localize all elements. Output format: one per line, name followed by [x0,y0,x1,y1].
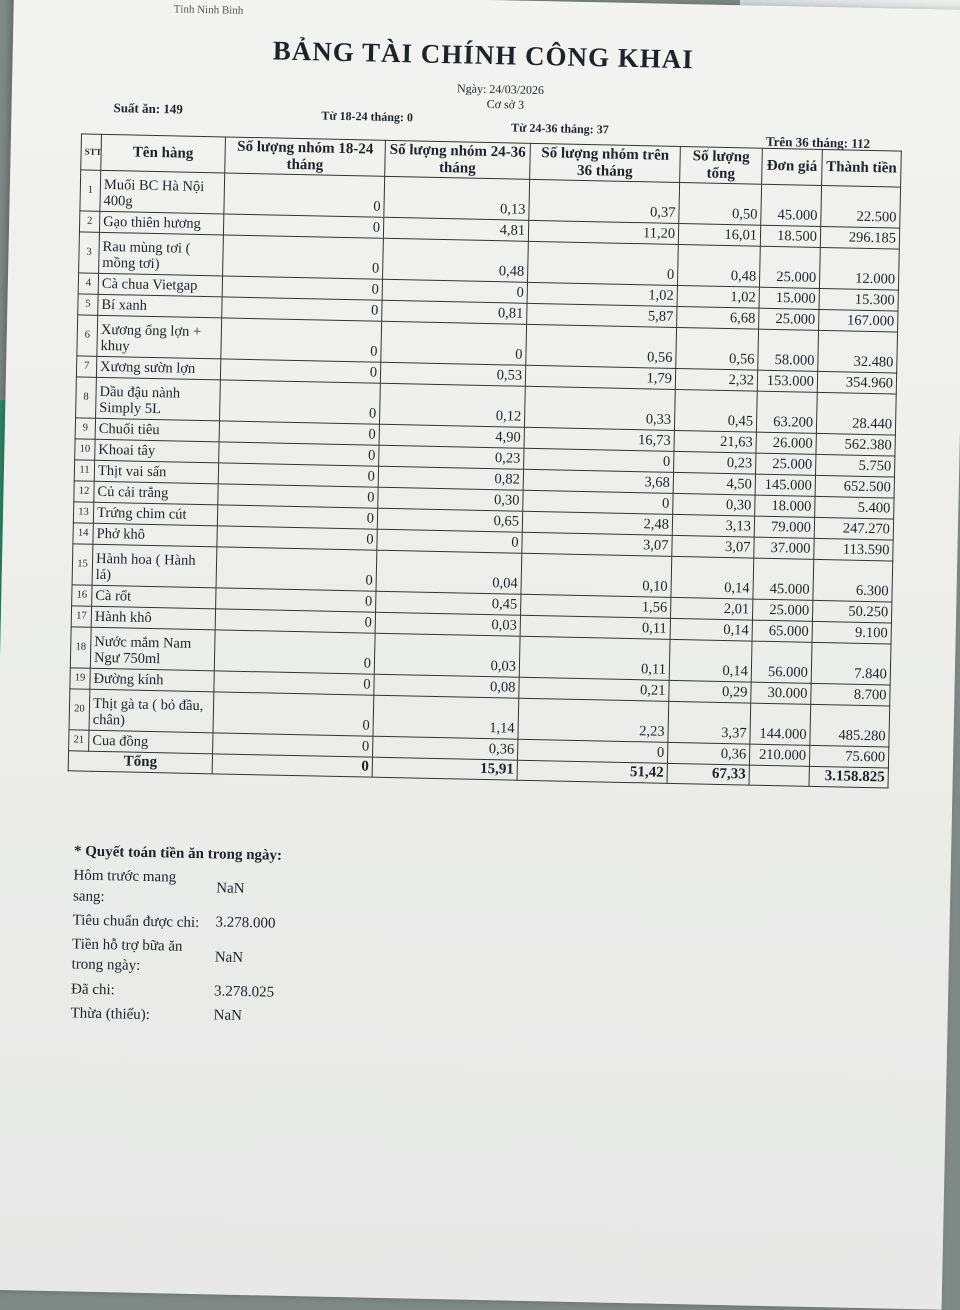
total-g36: 51,42 [517,760,667,783]
row-name: Nước mắm Nam Ngư 750ml [90,627,215,671]
row-qty: 21,63 [674,430,756,453]
row-g18-24: 0 [219,442,379,466]
row-stt: 16 [72,585,92,606]
row-g36: 1,02 [527,282,677,306]
row-g18-24: 0 [223,214,383,238]
row-stt: 1 [80,170,101,211]
row-price: 37.000 [754,537,814,559]
row-qty: 0,50 [679,182,762,225]
group-over-36-count: Trên 36 tháng: 112 [765,133,871,151]
row-name: Hành hoa ( Hành lá) [92,544,217,588]
row-qty: 0,30 [673,493,755,516]
group-18-24-count: Từ 18-24 tháng: 0 [321,108,414,125]
row-amount: 296.185 [820,226,899,249]
row-amount: 75.600 [809,745,888,768]
row-g18-24: 0 [215,609,375,633]
row-g24-36: 0,82 [378,466,523,490]
row-stt: 8 [76,377,97,418]
row-g36: 0,56 [526,324,677,368]
row-qty: 0,29 [669,680,751,703]
row-price: 18.000 [755,495,815,517]
row-qty: 3,37 [668,701,751,744]
row-stt: 7 [76,356,96,377]
page-title: BẢNG TÀI CHÍNH CÔNG KHAI [272,35,695,75]
row-g18-24: 0 [220,380,381,424]
row-price: 65.000 [752,620,812,642]
row-g18-24: 0 [220,359,380,383]
col-header-name: Tên hàng [101,134,226,173]
row-stt: 10 [75,439,95,460]
row-price: 45.000 [753,558,814,600]
row-qty: 2,32 [675,368,757,391]
row-price: 25.000 [756,453,816,475]
col-header-g36: Số lượng nhóm trên 36 tháng [530,143,681,182]
row-qty: 0,56 [676,327,759,370]
row-name: Bí xanh [98,294,222,318]
row-g36: 16,73 [524,427,674,451]
col-header-qty: Số lượng tổng [680,146,763,184]
settlement-heading: * Quyết toán tiền ăn trong ngày: [73,843,283,864]
row-name: Cà chua Vietgap [98,273,222,297]
finance-table [68,133,902,788]
row-price: 145.000 [755,474,815,496]
row-qty: 6,68 [677,306,759,329]
row-price: 30.000 [751,682,811,704]
row-price: 25.000 [759,308,819,330]
table-body [69,170,901,768]
row-price: 18.500 [760,225,820,247]
settlement-label: Thừa (thiếu): [70,1005,151,1023]
total-qty: 67,33 [667,763,749,784]
row-g24-36: 0,30 [378,487,523,511]
settlement-item [73,866,494,915]
row-g18-24: 0 [217,526,377,550]
row-g24-36: 0,45 [376,591,521,615]
row-g18-24: 0 [222,276,382,300]
row-g24-36: 0,03 [375,612,520,636]
col-header-stt: STT [81,134,102,170]
row-stt: 14 [73,523,93,544]
row-qty: 0,14 [671,556,754,599]
row-g24-36: 0 [377,529,522,553]
row-price: 63.200 [756,391,817,433]
row-g36: 1,56 [521,594,671,618]
row-amount: 50.250 [812,600,891,623]
row-g18-24: 0 [213,733,373,757]
row-price: 144.000 [750,703,811,745]
row-qty: 1,02 [677,285,759,308]
row-price: 58.000 [758,329,819,371]
settlement-value: 3.278.000 [215,914,276,933]
facility-label: Cơ sở 3 [486,96,525,112]
row-amount: 167.000 [819,309,898,332]
row-g24-36: 0,23 [379,445,524,469]
row-g18-24: 0 [216,588,376,612]
col-header-price: Đơn giá [762,148,823,185]
row-amount: 5.750 [816,454,895,477]
row-qty: 0,36 [667,742,749,765]
row-name: Muối BC Hà Nội 400g [100,170,225,214]
row-amount: 12.000 [819,247,899,290]
settlement-value: NaN [216,880,245,898]
row-g36: 0 [523,490,673,514]
row-g18-24: 0 [222,297,382,321]
row-stt: 17 [71,606,91,627]
row-name: Hành khô [91,606,215,630]
row-name: Khoai tây [95,439,219,463]
row-name: Rau mùng tơi ( mồng tơi) [99,232,224,276]
row-g36: 0,11 [520,615,670,639]
row-name: Trứng chim cút [93,502,217,526]
row-g18-24: 0 [218,484,378,508]
row-stt: 6 [77,315,98,356]
row-stt: 5 [78,294,98,315]
row-price: 210.000 [749,744,809,766]
row-price: 25.000 [752,599,812,621]
settlement-item [70,1003,490,1032]
row-price: 15.000 [759,287,819,309]
row-amount: 32.480 [818,330,898,373]
row-stt: 12 [74,481,94,502]
row-g24-36: 0,08 [374,674,519,698]
row-name: Củ cải trắng [94,481,218,505]
row-g36: 11,20 [528,220,678,244]
row-amount: 652.500 [815,475,894,498]
row-name: Cua đồng [89,730,213,754]
row-amount: 247.270 [814,517,893,540]
row-name: Thịt gà ta ( bỏ đầu, chân) [89,689,214,733]
row-g24-36: 0,53 [380,362,525,386]
row-price: 153.000 [757,370,817,392]
row-price: 79.000 [754,516,814,538]
row-g24-36: 0,36 [373,736,518,760]
row-g24-36: 0,13 [384,176,530,220]
row-qty: 3,13 [672,514,754,537]
row-g36: 0,21 [519,677,669,701]
report-date: Ngày: 24/03/2026 [456,81,545,98]
settlement-label: Đã chi: [70,980,115,998]
settlement-section [70,841,494,1032]
row-g24-36: 0,03 [374,633,520,677]
row-g18-24: 0 [216,547,377,591]
row-g24-36: 4,81 [383,217,528,241]
col-header-g18-24: Số lượng nhóm 18-24 tháng [225,137,386,176]
row-qty: 0,23 [674,451,756,474]
total-label: Tổng [68,751,212,774]
row-amount: 6.300 [813,559,893,602]
row-g18-24: 0 [221,318,382,362]
row-g36: 3,68 [523,469,673,493]
row-stt: 9 [75,418,95,439]
col-header-g24-36: Số lượng nhóm 24-36 tháng [385,140,531,179]
group-24-36-count: Từ 24-36 tháng: 37 [511,120,609,137]
settlement-value: 3.278.025 [213,983,275,1001]
row-g24-36: 0,12 [379,383,525,427]
row-name: Cà rốt [92,585,216,609]
row-g36: 5,87 [527,303,677,327]
row-g24-36: 0,81 [382,300,527,324]
row-qty: 16,01 [678,223,760,246]
meal-count: Suất ăn: 149 [113,100,184,117]
row-name: Gạo thiên hương [99,211,223,235]
row-g36: 0,37 [529,179,680,223]
row-g36: 2,48 [522,511,672,535]
row-qty: 0,48 [677,244,760,287]
row-qty: 0,14 [670,618,752,641]
row-stt: 18 [70,627,91,668]
top-scrap-text: Tỉnh Ninh Bình [173,3,244,17]
row-g18-24: 0 [213,692,374,736]
row-g24-36: 4,90 [379,424,524,448]
row-name: Phở khô [93,523,217,547]
row-amount: 15.300 [819,288,898,311]
row-amount: 354.960 [817,371,896,394]
row-name: Đường kính [90,668,214,692]
row-amount: 5.400 [815,496,894,519]
row-g18-24: 0 [224,173,385,217]
row-g24-36: 0,48 [383,238,529,282]
row-qty: 2,01 [670,597,752,620]
row-price: 26.000 [756,432,816,454]
row-name: Xương sườn lợn [96,356,220,380]
row-amount: 9.100 [812,621,891,644]
settlement-label: Tiêu chuẩn được chi: [72,912,200,931]
row-g36: 0,33 [524,386,675,430]
row-price: 56.000 [751,641,812,683]
row-g24-36: 1,14 [373,695,519,739]
row-g36: 0,11 [519,636,670,680]
settlement-value: NaN [213,1007,243,1025]
row-qty: 0,45 [674,389,757,432]
row-g24-36: 0,04 [376,550,522,594]
row-g18-24: 0 [214,630,375,674]
row-stt: 19 [70,668,90,689]
row-g24-36: 0 [381,321,527,365]
row-qty: 0,14 [669,639,752,682]
row-g18-24: 0 [218,463,378,487]
row-name: Thịt vai sấn [94,460,218,484]
row-amount: 28.440 [816,392,896,435]
row-amount: 7.840 [811,642,891,685]
row-g36: 0 [527,241,678,285]
row-stt: 20 [69,689,90,730]
settlement-item [71,934,492,983]
total-g18-24: 0 [212,754,372,777]
row-name: Xương ống lợn + khuy [97,315,222,359]
row-amount: 485.280 [810,704,890,747]
row-g18-24: 0 [223,235,384,279]
row-price: 45.000 [761,184,822,226]
total-price [749,765,809,786]
settlement-label: Hôm trước mang sang: [72,867,177,905]
row-stt: 13 [73,502,93,523]
row-g18-24: 0 [214,671,374,695]
row-price: 25.000 [759,246,820,288]
total-g24-36: 15,91 [372,757,517,780]
row-qty: 4,50 [673,472,755,495]
row-g36: 0,10 [521,553,672,597]
row-g24-36: 0,65 [377,508,522,532]
row-amount: 22.500 [821,185,901,228]
row-g18-24: 0 [217,505,377,529]
settlement-value: NaN [214,949,244,966]
row-amount: 8.700 [811,683,890,706]
row-stt: 11 [74,460,94,481]
row-stt: 2 [79,211,99,232]
row-name: Chuối tiêu [95,418,219,442]
row-name: Dầu đậu nành Simply 5L [96,377,221,421]
row-g36: 3,07 [522,532,672,556]
row-stt: 3 [79,232,100,273]
col-header-amount: Thành tiền [822,149,902,187]
row-stt: 21 [69,730,89,751]
row-g24-36: 0 [382,279,527,303]
total-amount: 3.158.825 [809,766,888,787]
row-g36: 0 [524,448,674,472]
row-g36: 0 [517,739,667,763]
settlement-label: Tiền hỗ trợ bữa ăn trong ngày: [71,936,183,975]
row-stt: 15 [72,544,93,585]
row-g18-24: 0 [219,421,379,445]
row-stt: 4 [78,273,98,294]
row-qty: 3,07 [672,535,754,558]
row-amount: 562.380 [816,433,895,456]
row-amount: 113.590 [814,538,893,561]
row-g36: 2,23 [518,698,669,742]
row-g36: 1,79 [525,365,675,389]
